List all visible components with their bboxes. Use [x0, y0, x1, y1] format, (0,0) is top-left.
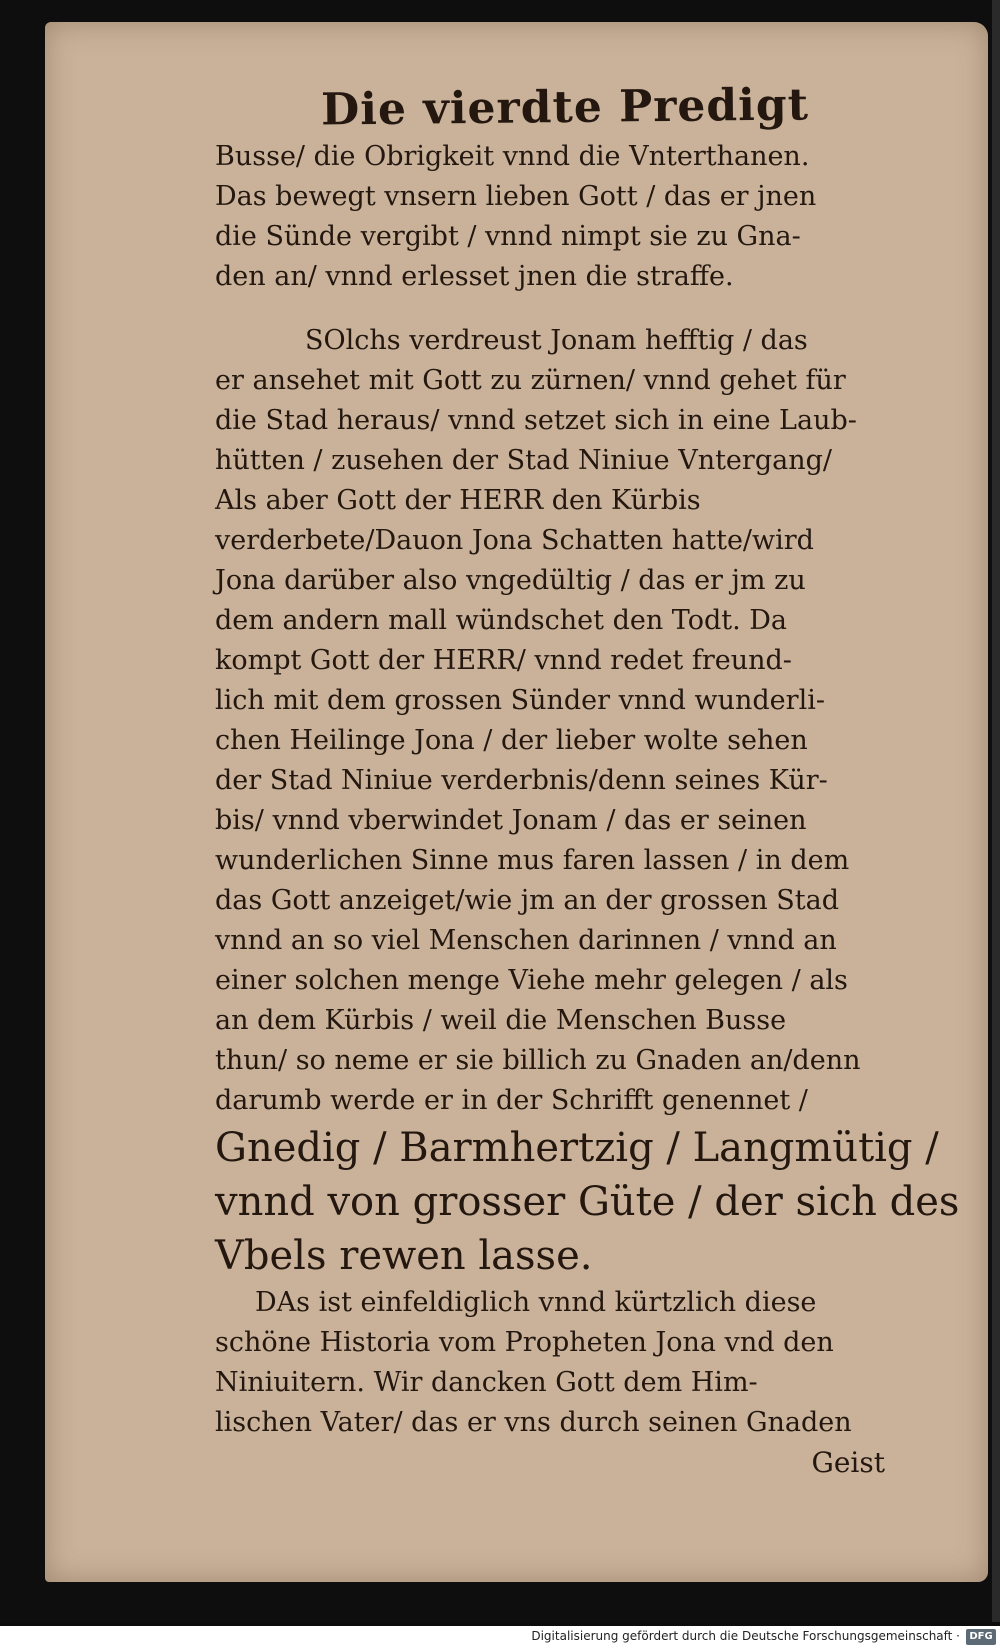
text-line: bis/ vnnd vberwindet Jonam / das er seinen	[215, 805, 807, 836]
text-line: Jona darüber also vngedültig / das er jm zu	[215, 565, 806, 596]
text-line: an dem Kürbis / weil die Menschen Busse	[215, 1005, 787, 1036]
digitization-footer	[0, 1626, 1000, 1648]
text-line: Gnedig / Barmhertzig / Langmütig /	[215, 1125, 939, 1171]
running-head: Die vierdte Predigt	[320, 79, 810, 136]
text-line: hütten / zusehen der Stad Niniue Vntergang/	[215, 445, 832, 476]
paragraph-1	[215, 137, 915, 297]
text-line: lich mit dem grossen Sünder vnnd wunderli-	[215, 685, 825, 716]
paragraph-scripture-quote	[215, 1121, 960, 1283]
dfg-logo-icon: DFG	[966, 1629, 996, 1645]
text-line: schöne Historia vom Propheten Jona vnd den	[215, 1327, 834, 1358]
text-line: einer solchen menge Viehe mehr gelegen / als	[215, 965, 848, 996]
text-line: SOlchs verdreust Jonam hefftig / das	[305, 325, 808, 356]
text-line: Busse/ die Obrigkeit vnnd die Vnterthanen.	[215, 141, 810, 172]
text-line: der Stad Niniue verderbnis/denn seines Kür-	[215, 765, 828, 796]
text-line: Niniuitern. Wir dancken Gott dem Him-	[215, 1367, 758, 1398]
book-page	[45, 22, 988, 1582]
text-line: wunderlichen Sinne mus faren lassen / in dem	[215, 845, 850, 876]
text-line: thun/ so neme er sie billich zu Gnaden an/denn	[215, 1045, 861, 1076]
text-line: die Sünde vergibt / vnnd nimpt sie zu Gna-	[215, 221, 801, 252]
paragraph-2	[215, 321, 915, 1121]
text-line: darumb werde er in der Schrifft genennet /	[215, 1085, 808, 1116]
text-line: Vbels rewen lasse.	[215, 1233, 593, 1279]
text-line: vnnd an so viel Menschen darinnen / vnnd an	[215, 925, 837, 956]
text-line: kompt Gott der HERR/ vnnd redet freund-	[215, 645, 792, 676]
text-line: dem andern mall wündschet den Todt. Da	[215, 605, 788, 636]
text-line: die Stad heraus/ vnnd setzet sich in eine Laub-	[215, 405, 857, 436]
text-line: DAs ist einfeldiglich vnnd kürtzlich diese	[255, 1287, 817, 1318]
text-line: den an/ vnnd erlesset jnen die straffe.	[215, 261, 734, 292]
text-line: lischen Vater/ das er vns durch seinen Gnaden	[215, 1407, 852, 1438]
catchword: Geist	[811, 1446, 885, 1479]
page-text-block	[215, 79, 960, 1483]
funding-notice: Digitalisierung gefördert durch die Deutsche Forschungsgemeinschaft ·	[531, 1629, 960, 1643]
text-line: das Gott anzeiget/wie jm an der grossen Stad	[215, 885, 839, 916]
book-spine-edge	[992, 0, 1000, 1622]
text-line: Als aber Gott der HERR den Kürbis	[215, 485, 701, 516]
text-line: Das bewegt vnsern lieben Gott / das er jnen	[215, 181, 817, 212]
text-line: chen Heilinge Jona / der lieber wolte sehen	[215, 725, 808, 756]
paragraph-4	[215, 1283, 915, 1443]
text-line: verderbete/Dauon Jona Schatten hatte/wird	[215, 525, 814, 556]
text-line: er ansehet mit Gott zu zürnen/ vnnd gehet für	[215, 365, 846, 396]
text-line: vnnd von grosser Güte / der sich des	[215, 1179, 960, 1225]
